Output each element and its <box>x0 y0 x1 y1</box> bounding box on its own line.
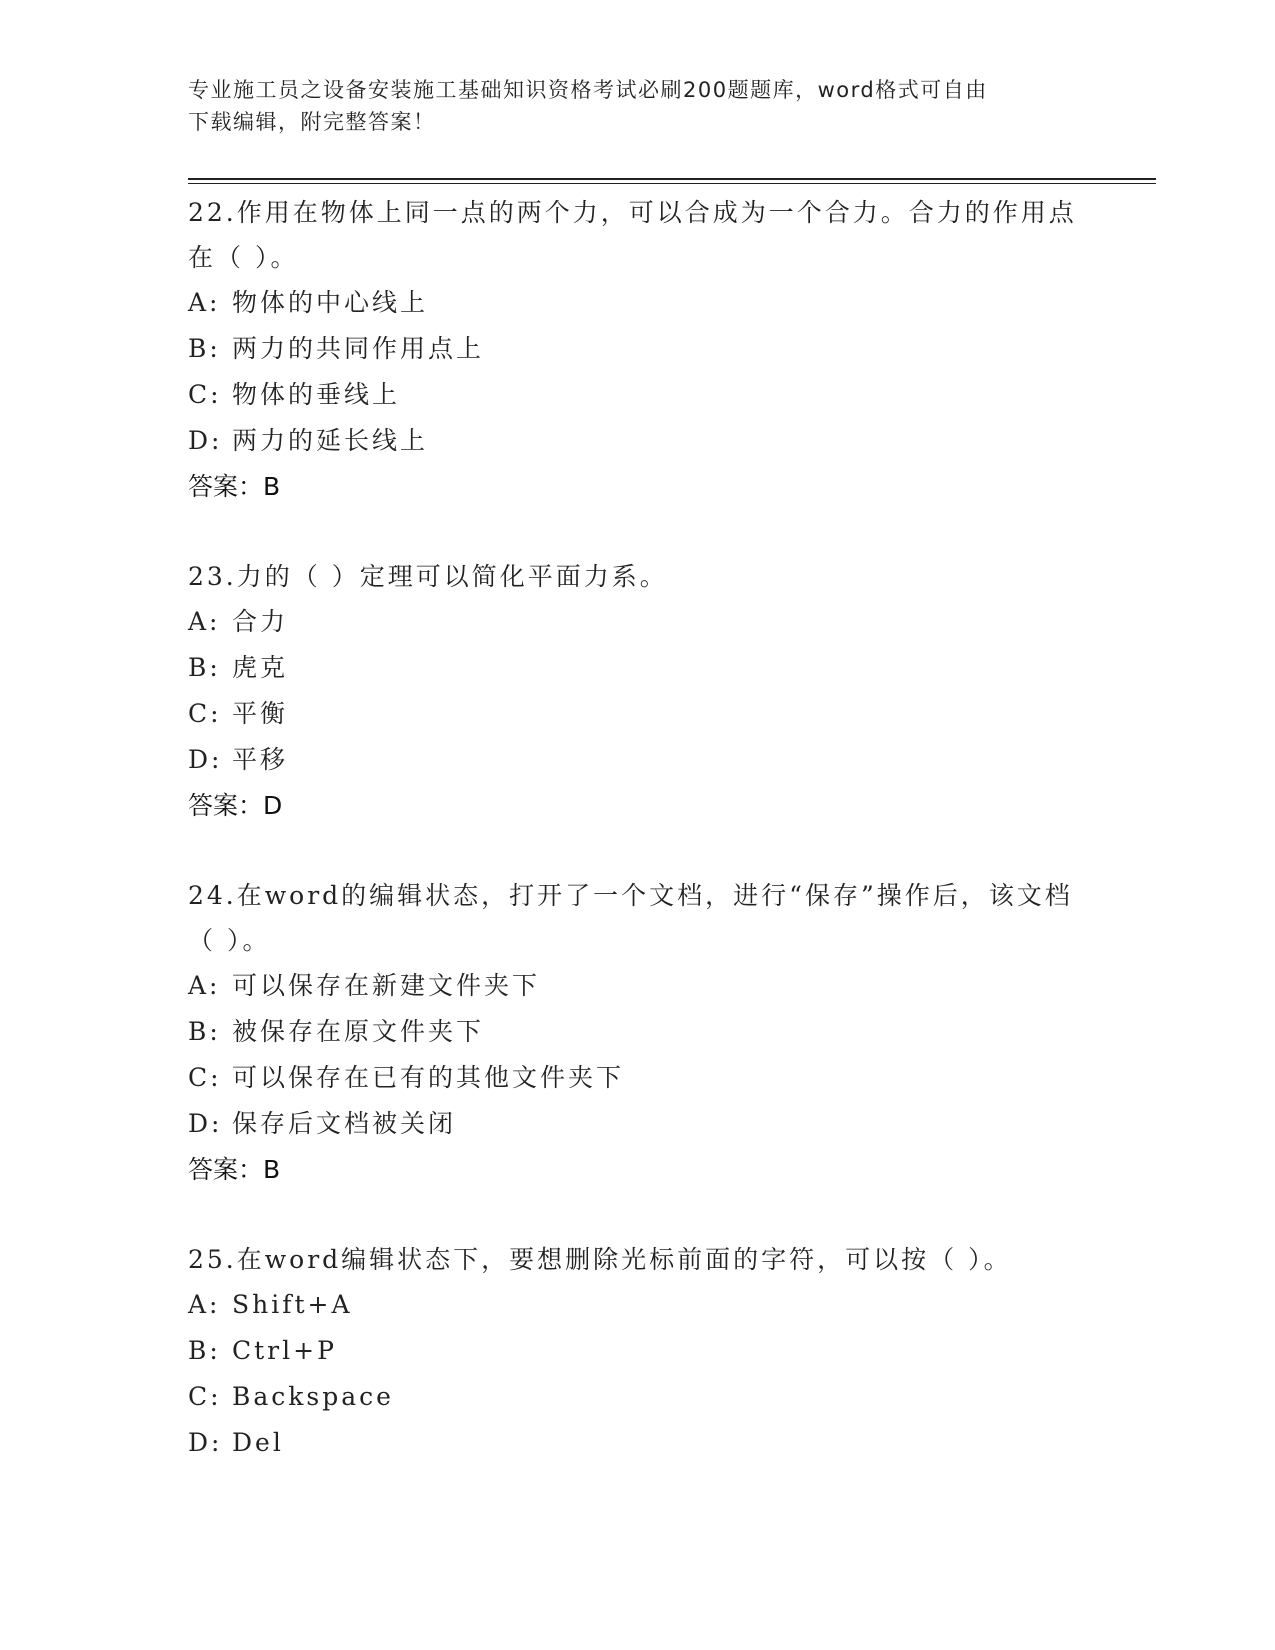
option-d <box>188 737 1088 783</box>
option-letter: D: <box>188 426 223 455</box>
option-text: 平移 <box>232 745 289 774</box>
option-text: 合力 <box>232 607 289 636</box>
answer-label: 答案：B <box>188 472 281 501</box>
option-text: 可以保存在已有的其他文件夹下 <box>232 1063 625 1092</box>
option-text: 被保存在原文件夹下 <box>232 1017 485 1046</box>
header-divider-thin <box>188 183 1156 184</box>
question-stem: 22.作用在物体上同一点的两个力，可以合成为一个合力。合力的作用点在（ ）。 <box>188 198 1077 272</box>
question-22 <box>188 190 1088 510</box>
document-header <box>188 74 1068 138</box>
option-letter: B: <box>188 334 221 363</box>
option-text: 保存后文档被关闭 <box>232 1109 457 1138</box>
option-b <box>188 326 1088 372</box>
option-letter: D: <box>188 1109 223 1138</box>
option-text: 可以保存在新建文件夹下 <box>232 971 541 1000</box>
option-text: 物体的中心线上 <box>232 288 429 317</box>
option-c <box>188 1374 1088 1420</box>
option-a <box>188 1282 1088 1328</box>
option-text: 物体的垂线上 <box>232 380 401 409</box>
option-d <box>188 1101 1088 1147</box>
option-d <box>188 418 1088 464</box>
option-a <box>188 280 1088 326</box>
option-text: 两力的共同作用点上 <box>232 334 485 363</box>
option-a <box>188 963 1088 1009</box>
option-letter: D: <box>188 1428 223 1457</box>
header-title-line-1: 专业施工员之设备安装施工基础知识资格考试必刷200题题库，word格式可自由 <box>188 78 988 102</box>
option-a <box>188 599 1088 645</box>
option-c <box>188 372 1088 418</box>
answer-label: 答案：B <box>188 1155 281 1184</box>
answer-label: 答案：D <box>188 791 283 820</box>
header-title-line-2: 下载编辑，附完整答案！ <box>188 110 436 134</box>
header-divider-thick <box>188 178 1156 180</box>
option-text: 平衡 <box>232 699 289 728</box>
option-letter: A: <box>188 288 221 317</box>
option-text: 两力的延长线上 <box>232 426 429 455</box>
option-b <box>188 1009 1088 1055</box>
option-text: Shift+A <box>232 1290 353 1319</box>
question-stem: 23.力的（ ）定理可以简化平面力系。 <box>188 562 668 591</box>
question-list <box>188 190 1088 1510</box>
question-25 <box>188 1237 1088 1466</box>
question-24 <box>188 873 1088 1193</box>
option-text: 虎克 <box>232 653 289 682</box>
option-letter: A: <box>188 971 221 1000</box>
option-c <box>188 1055 1088 1101</box>
question-stem: 24.在word的编辑状态，打开了一个文档，进行“保存”操作后，该文档（ ）。 <box>188 881 1073 955</box>
option-letter: C: <box>188 699 222 728</box>
option-d <box>188 1420 1088 1466</box>
option-letter: A: <box>188 607 221 636</box>
option-b <box>188 1328 1088 1374</box>
option-b <box>188 645 1088 691</box>
option-letter: C: <box>188 1382 222 1411</box>
option-letter: B: <box>188 1017 221 1046</box>
option-letter: C: <box>188 1063 222 1092</box>
question-23 <box>188 554 1088 829</box>
option-letter: A: <box>188 1290 221 1319</box>
option-letter: B: <box>188 653 221 682</box>
option-letter: D: <box>188 745 223 774</box>
option-text: Del <box>232 1428 284 1457</box>
option-letter: C: <box>188 380 222 409</box>
option-c <box>188 691 1088 737</box>
option-text: Ctrl+P <box>232 1336 337 1365</box>
option-text: Backspace <box>232 1382 394 1411</box>
option-letter: B: <box>188 1336 221 1365</box>
question-stem: 25.在word编辑状态下，要想删除光标前面的字符，可以按（ ）。 <box>188 1245 1012 1274</box>
